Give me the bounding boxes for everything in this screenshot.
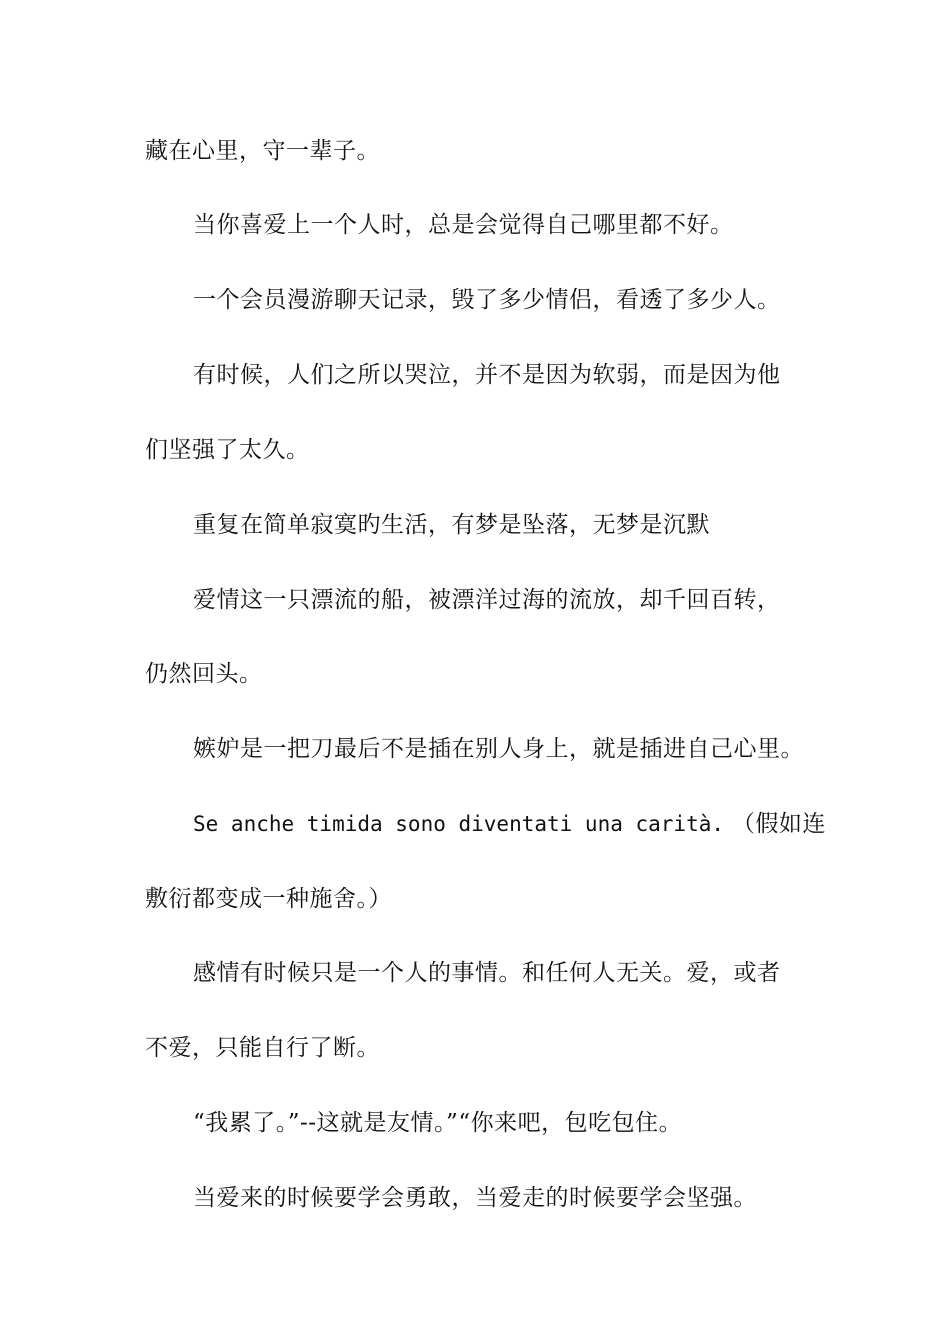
line-text: 有时候，人们之所以哭泣，并不是因为软弱，而是因为他 xyxy=(193,362,781,388)
line-text: 嫉妒是一把刀最后不是插在别人身上，就是插进自己心里。 xyxy=(193,736,804,762)
text-line-3 xyxy=(0,280,950,320)
text-line-6 xyxy=(0,505,950,545)
text-line-12 xyxy=(0,953,950,993)
text-line-5 xyxy=(0,430,950,470)
line-text: （假如连 xyxy=(731,811,826,837)
text-line-4 xyxy=(0,355,950,395)
text-line-1 xyxy=(0,131,950,171)
text-line-9 xyxy=(0,729,950,769)
line-text: 们坚强了太久。 xyxy=(145,437,310,463)
text-line-13 xyxy=(0,1028,950,1068)
line-text: 不爱，只能自行了断。 xyxy=(145,1035,380,1061)
line-text: 仍然回头。 xyxy=(145,661,263,687)
line-text: 感情有时候只是一个人的事情。和任何人无关。爱，或者 xyxy=(193,960,781,986)
text-line-11 xyxy=(0,879,950,919)
text-line-10 xyxy=(0,804,950,844)
latin-quote-text: Se anche timida sono diventati una carità. xyxy=(193,812,725,836)
text-line-8 xyxy=(0,654,950,694)
text-line-2 xyxy=(0,205,950,245)
text-line-7 xyxy=(0,580,950,620)
line-text: 藏在心里，守一辈子。 xyxy=(145,138,380,164)
line-text: 当爱来的时候要学会勇敢，当爱走的时候要学会坚强。 xyxy=(193,1185,757,1211)
line-text: “我累了。”--这就是友情。”“你来吧，包吃包住。 xyxy=(193,1110,683,1136)
line-text: 当你喜爱上一个人时，总是会觉得自己哪里都不好。 xyxy=(193,212,734,238)
line-text: 重复在简单寂寞旳生活，有梦是坠落，无梦是沉默 xyxy=(193,512,710,538)
line-text: 一个会员漫游聊天记录，毁了多少情侣，看透了多少人。 xyxy=(193,287,781,313)
line-text: 敷衍都变成一种施舍。） xyxy=(145,886,392,912)
text-line-14 xyxy=(0,1103,950,1143)
text-line-15 xyxy=(0,1178,950,1218)
line-text: 爱情这一只漂流的船，被漂洋过海的流放，却千回百转， xyxy=(193,587,781,613)
